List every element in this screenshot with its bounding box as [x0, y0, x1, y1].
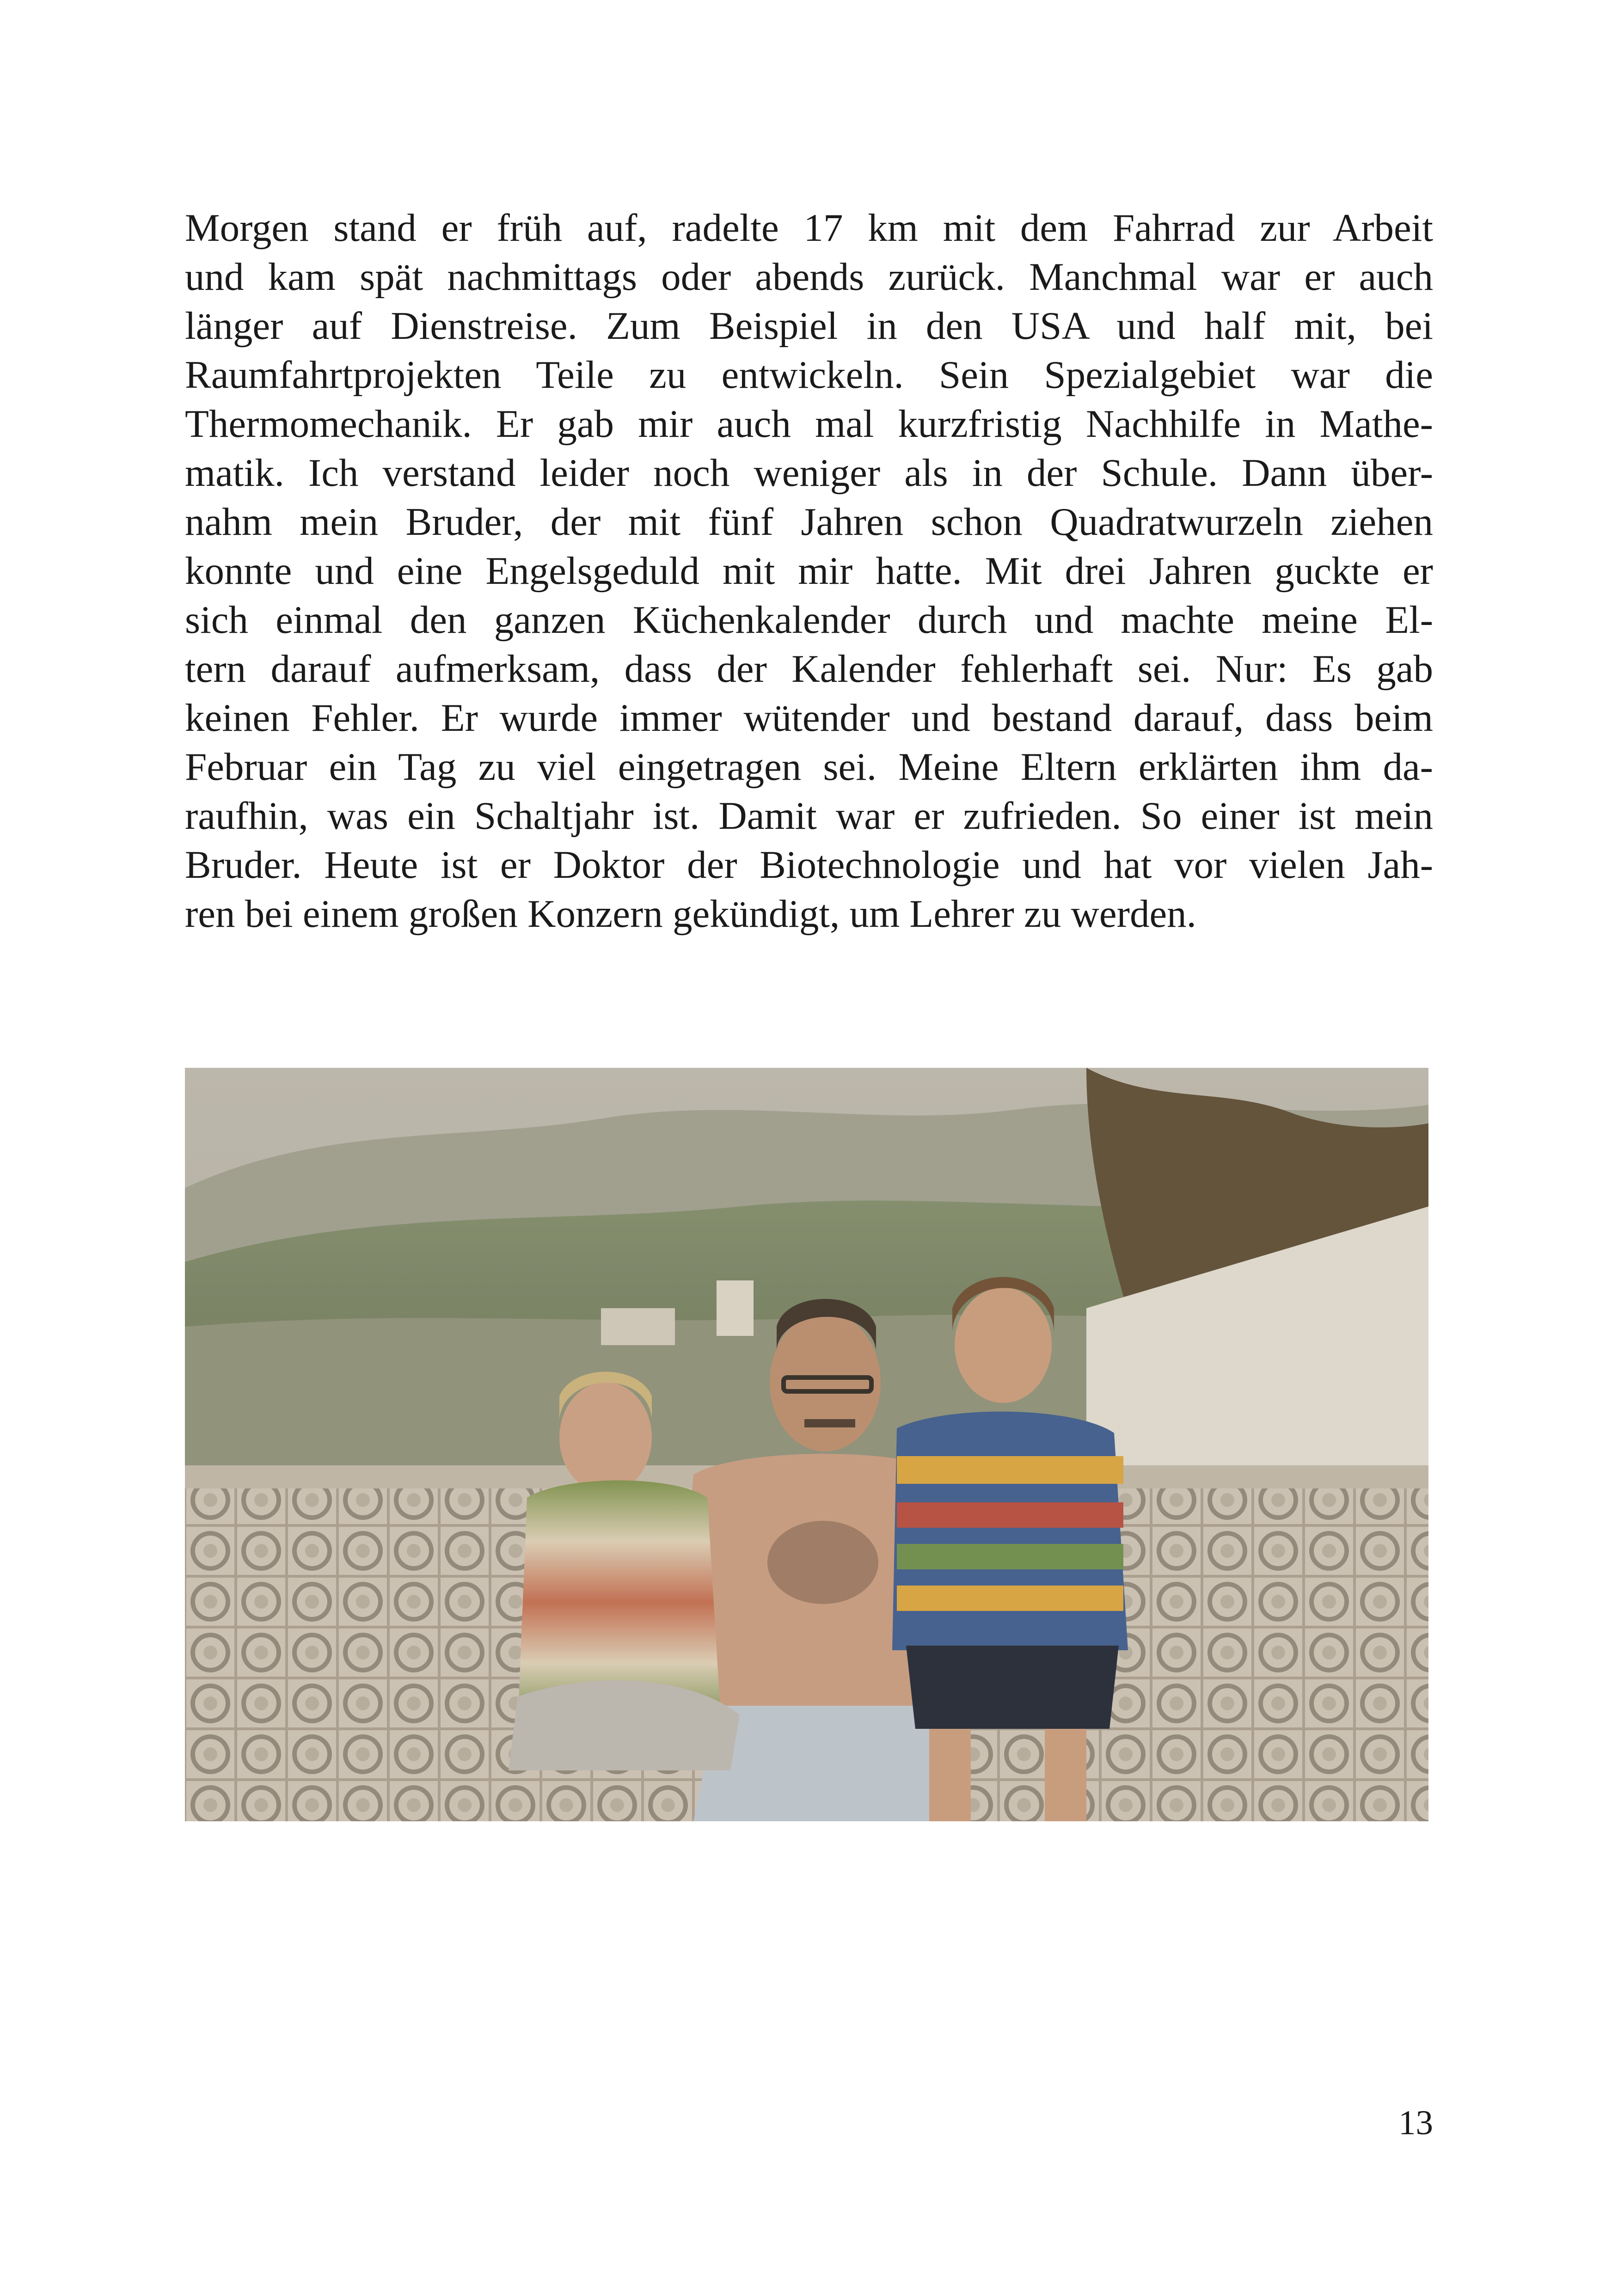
body-paragraph — [185, 203, 1433, 938]
text-line: Bruder. Heute ist er Doktor der Biotechnologie und hat vor vielen Jah- — [185, 843, 1433, 887]
text-line: matik. Ich verstand leider noch weniger als in der Schule. Dann über- — [185, 451, 1433, 495]
text-line: nahm mein Bruder, der mit fünf Jahren schon Quadratwurzeln ziehen — [185, 500, 1433, 544]
text-line: tern darauf aufmerksam, dass der Kalender fehlerhaft sei. Nur: Es gab — [185, 647, 1433, 691]
text-line: länger auf Dienstreise. Zum Beispiel in den USA und half mit, bei — [185, 304, 1433, 348]
text-line: Raumfahrtprojekten Teile zu entwickeln. Sein Spezialgebiet war die — [185, 353, 1433, 397]
text-line: Februar ein Tag zu viel eingetragen sei. Meine Eltern erklärten ihm da- — [185, 745, 1433, 789]
text-line: sich einmal den ganzen Küchenkalender durch und machte meine El- — [185, 598, 1433, 642]
text-line: konnte und eine Engelsgeduld mit mir hatte. Mit drei Jahren guckte er — [185, 549, 1433, 593]
text-line: und kam spät nachmittags oder abends zurück. Manchmal war er auch — [185, 255, 1433, 299]
text-line: raufhin, was ein Schaltjahr ist. Damit war er zufrieden. So einer ist mein — [185, 794, 1433, 838]
text-line: Thermomechanik. Er gab mir auch mal kurzfristig Nachhilfe in Mathe- — [185, 402, 1433, 446]
text-line: keinen Fehler. Er wurde immer wütender und bestand darauf, dass beim — [185, 696, 1433, 740]
family-photo — [185, 1068, 1428, 1821]
text-line: ren bei einem großen Konzern gekündigt, um Lehrer zu werden. — [185, 892, 1196, 936]
page-number: 13 — [1398, 2104, 1433, 2142]
text-line: Morgen stand er früh auf, radelte 17 km mit dem Fahrrad zur Arbeit — [185, 206, 1433, 250]
